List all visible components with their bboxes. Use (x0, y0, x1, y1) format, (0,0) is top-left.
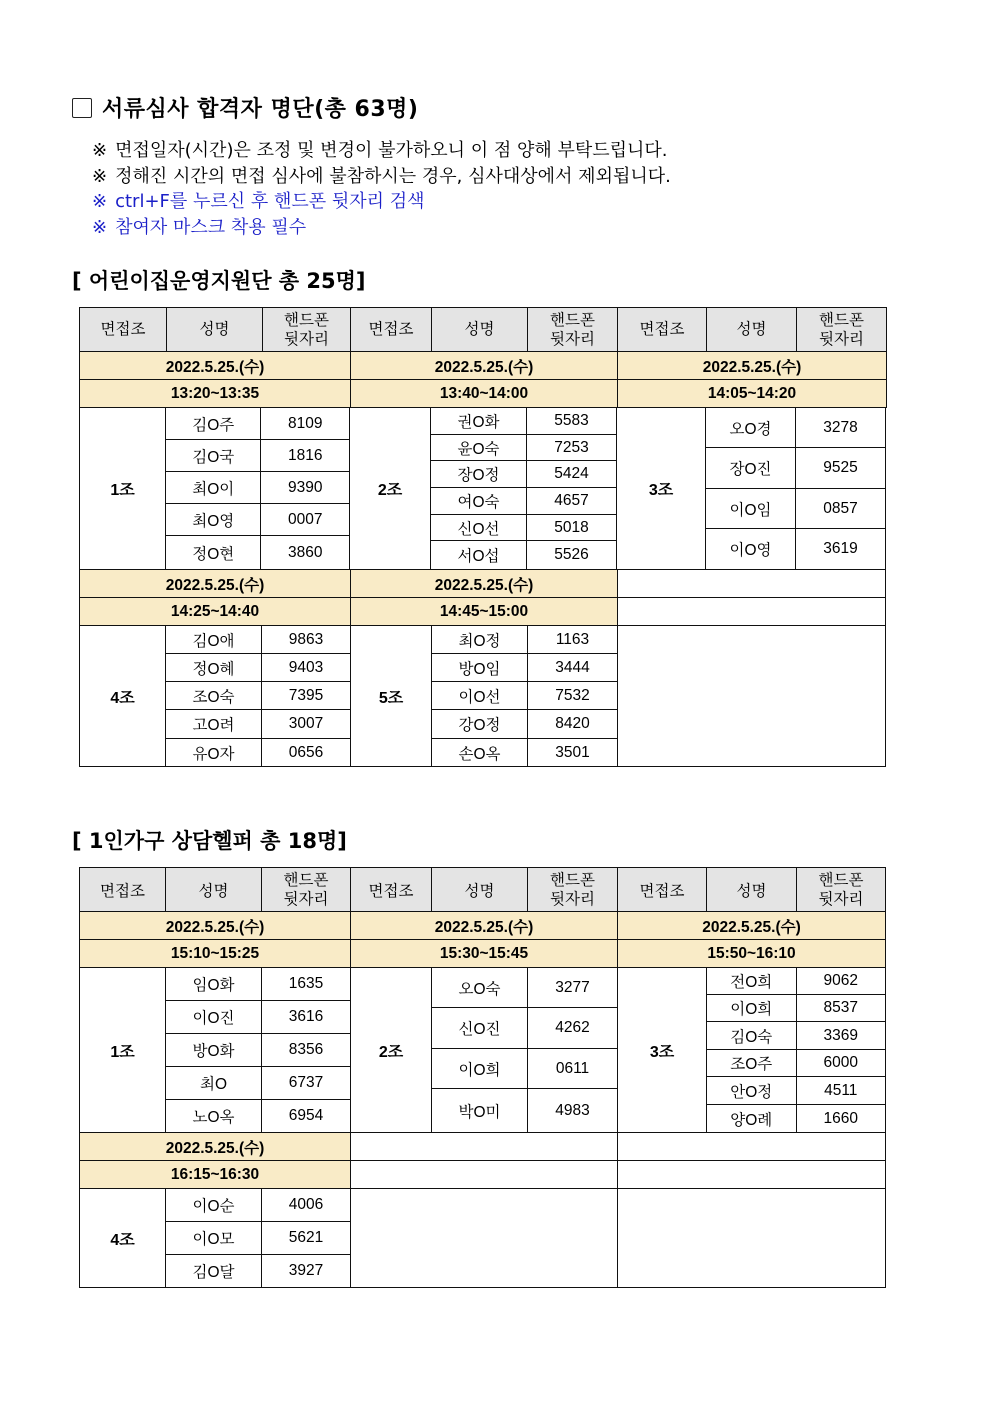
group-members (431, 625, 618, 767)
empty-cell (617, 625, 886, 767)
group-members (165, 625, 351, 767)
group-cell: 2조 (349, 407, 431, 570)
member-phone: 4262 (527, 1007, 618, 1049)
member-phone: 1816 (260, 439, 350, 472)
date-cell: 2022.5.25.(수) (617, 911, 886, 940)
member-phone: 3616 (261, 1000, 351, 1034)
empty-cell (617, 597, 886, 626)
date-cell: 2022.5.25.(수) (79, 911, 351, 940)
group-cell: 4조 (79, 625, 166, 767)
member-name: 최O정 (431, 625, 528, 654)
member-name: 장O진 (705, 447, 796, 489)
member-name: 최O영 (165, 503, 261, 536)
member-phone: 1163 (527, 625, 618, 654)
group-members (430, 407, 617, 570)
member-phone: 1660 (796, 1104, 887, 1133)
member-name: 여O숙 (430, 487, 527, 515)
time-row (80, 380, 887, 408)
col-header-phone: 핸드폰 뒷자리 (797, 308, 887, 352)
member-name: 고O려 (165, 709, 262, 739)
col-header-group: 면접조 (79, 867, 166, 912)
member-phone: 3007 (261, 709, 351, 739)
time-cell: 13:40~14:00 (351, 380, 618, 408)
member-name: 양O례 (706, 1104, 797, 1133)
schedule-table-single-household (79, 867, 886, 1288)
member-phone: 3277 (527, 967, 618, 1008)
date-row (80, 352, 887, 380)
member-name: 이O희 (706, 994, 797, 1022)
member-name: 이O순 (165, 1188, 262, 1222)
section1-body (79, 407, 886, 570)
empty-cell (617, 569, 886, 598)
col-header-name: 성명 (432, 308, 528, 352)
member-phone: 9390 (260, 471, 350, 504)
group-cell: 1조 (79, 407, 166, 570)
group-cell: 1조 (79, 967, 166, 1133)
time-cell: 15:30~15:45 (350, 939, 618, 968)
time-cell: 15:50~16:10 (617, 939, 886, 968)
notes-list (92, 138, 671, 240)
member-name: 오O경 (705, 407, 796, 448)
reference-mark-icon: ※ (92, 191, 108, 212)
empty-cell (350, 1160, 618, 1189)
member-name: 박O미 (431, 1088, 528, 1133)
member-phone: 8356 (261, 1033, 351, 1067)
member-name: 안O정 (706, 1076, 797, 1105)
member-name: 조O주 (706, 1049, 797, 1077)
col-header-group: 면접조 (618, 308, 707, 352)
member-phone: 4983 (527, 1088, 618, 1133)
section-title-single-household: [ 1인가구 상담헬퍼 총 18명] (72, 829, 347, 853)
col-header-group: 면접조 (351, 308, 432, 352)
member-phone: 3278 (795, 407, 886, 448)
member-name: 서O섭 (430, 540, 527, 570)
col-header-phone: 핸드폰 뒷자리 (527, 867, 618, 912)
member-name: 이O진 (165, 1000, 262, 1034)
member-name: 오O숙 (431, 967, 528, 1008)
member-phone: 5526 (526, 540, 617, 570)
member-phone: 8537 (796, 994, 887, 1022)
member-phone: 5621 (261, 1221, 351, 1255)
page-title (72, 92, 418, 123)
checkbox-icon (72, 98, 92, 118)
date-cell: 2022.5.25.(수) (79, 1132, 351, 1161)
member-name: 방O화 (165, 1033, 262, 1067)
member-phone: 8109 (260, 407, 350, 440)
time-cell: 14:25~14:40 (79, 597, 351, 626)
member-phone: 9403 (261, 653, 351, 682)
group-cell: 2조 (350, 967, 432, 1133)
col-header-name: 성명 (431, 867, 528, 912)
time-cell: 16:15~16:30 (79, 1160, 351, 1189)
member-phone: 3369 (796, 1021, 887, 1050)
member-name: 장O정 (430, 460, 527, 488)
member-phone: 3444 (527, 653, 618, 682)
member-name: 권O화 (430, 407, 527, 435)
member-phone: 5018 (526, 514, 617, 541)
col-header-group: 면접조 (617, 867, 707, 912)
date-cell: 2022.5.25.(수) (351, 352, 618, 380)
col-header-group: 면접조 (80, 308, 167, 352)
member-phone: 0611 (527, 1048, 618, 1089)
group-members (165, 967, 351, 1133)
group-cell: 5조 (350, 625, 432, 767)
page-title-text: 서류심사 합격자 명단(총 63명) (102, 97, 419, 122)
group-cell: 3조 (616, 407, 706, 570)
member-phone: 8420 (527, 709, 618, 739)
member-name: 이O영 (705, 528, 796, 570)
member-name: 이O희 (431, 1048, 528, 1089)
member-phone: 3860 (260, 535, 350, 570)
member-phone: 7532 (527, 681, 618, 710)
member-name: 윤O숙 (430, 434, 527, 461)
member-phone: 9525 (795, 447, 886, 489)
group-members (706, 967, 886, 1133)
date-cell: 2022.5.25.(수) (618, 352, 887, 380)
col-header-phone: 핸드폰 뒷자리 (261, 867, 351, 912)
member-phone: 1635 (261, 967, 351, 1001)
member-name: 이O모 (165, 1221, 262, 1255)
note-item (92, 189, 671, 215)
group-members (165, 407, 350, 570)
time-cell: 14:45~15:00 (350, 597, 618, 626)
member-phone: 5424 (526, 460, 617, 488)
member-phone: 0857 (795, 488, 886, 529)
member-name: 김O애 (165, 625, 262, 654)
member-name: 신O진 (431, 1007, 528, 1049)
member-phone: 4006 (261, 1188, 351, 1222)
date-cell: 2022.5.25.(수) (80, 352, 351, 380)
member-phone: 0007 (260, 503, 350, 536)
group-members (431, 967, 618, 1133)
note-text: ctrl+F를 누르신 후 핸드폰 뒷자리 검색 (115, 191, 425, 212)
group-cell: 4조 (79, 1188, 166, 1288)
header-row (80, 308, 887, 352)
col-header-name: 성명 (706, 867, 797, 912)
empty-cell (350, 1132, 618, 1161)
col-header-name: 성명 (165, 867, 262, 912)
group-members (165, 1188, 351, 1288)
member-name: 이O임 (705, 488, 796, 529)
group-cell: 3조 (617, 967, 707, 1133)
member-name: 김O달 (165, 1254, 262, 1288)
member-phone: 3619 (795, 528, 886, 570)
note-item (92, 215, 671, 241)
note-text: 면접일자(시간)은 조정 및 변경이 불가하오니 이 점 양해 부탁드립니다. (115, 140, 668, 161)
col-header-name: 성명 (707, 308, 797, 352)
empty-cell (617, 1160, 886, 1189)
member-phone: 4511 (796, 1076, 887, 1105)
col-header-phone: 핸드폰 뒷자리 (796, 867, 886, 912)
member-name: 김O국 (165, 439, 261, 472)
member-name: 전O희 (706, 967, 797, 995)
schedule-table-childcare (79, 307, 887, 408)
member-phone: 0656 (261, 738, 351, 767)
member-name: 김O주 (165, 407, 261, 440)
date-cell: 2022.5.25.(수) (350, 569, 618, 598)
note-text: 정해진 시간의 면접 심사에 불참하시는 경우, 심사대상에서 제외됩니다. (115, 165, 671, 187)
group-members (705, 407, 886, 570)
member-name: 손O옥 (431, 738, 528, 767)
col-header-group: 면접조 (350, 867, 432, 912)
empty-cell (617, 1132, 886, 1161)
member-name: 유O자 (165, 738, 262, 767)
note-item (92, 138, 671, 164)
member-phone: 3501 (527, 738, 618, 767)
member-phone: 7395 (261, 681, 351, 710)
empty-cell (617, 1188, 886, 1288)
reference-mark-icon: ※ (92, 216, 108, 238)
member-name: 신O선 (430, 514, 527, 541)
member-name: 강O정 (431, 709, 528, 739)
note-item (92, 164, 671, 190)
col-header-name: 성명 (167, 308, 263, 352)
member-phone: 6954 (261, 1099, 351, 1133)
member-phone: 9863 (261, 625, 351, 654)
member-phone: 6737 (261, 1066, 351, 1100)
member-name: 방O임 (431, 653, 528, 682)
member-name: 최O이 (165, 471, 261, 504)
empty-cell (350, 1188, 618, 1288)
reference-mark-icon: ※ (92, 140, 108, 161)
member-name: 노O옥 (165, 1099, 262, 1133)
date-cell: 2022.5.25.(수) (350, 911, 618, 940)
member-phone: 5583 (526, 407, 617, 435)
member-phone: 9062 (796, 967, 887, 995)
time-cell: 14:05~14:20 (618, 380, 887, 408)
member-phone: 7253 (526, 434, 617, 461)
section-title-childcare: [ 어린이집운영지원단 총 25명] (72, 269, 366, 293)
col-header-phone: 핸드폰 뒷자리 (528, 308, 618, 352)
member-phone: 3927 (261, 1254, 351, 1288)
note-text: 참여자 마스크 착용 필수 (115, 216, 307, 238)
date-cell: 2022.5.25.(수) (79, 569, 351, 598)
time-cell: 13:20~13:35 (80, 380, 351, 408)
member-phone: 4657 (526, 487, 617, 515)
member-name: 조O숙 (165, 681, 262, 710)
col-header-phone: 핸드폰 뒷자리 (263, 308, 351, 352)
member-name: 정O현 (165, 535, 261, 570)
member-name: 정O혜 (165, 653, 262, 682)
member-name: 김O숙 (706, 1021, 797, 1050)
member-name: 최O (165, 1066, 262, 1100)
member-name: 임O화 (165, 967, 262, 1001)
time-cell: 15:10~15:25 (79, 939, 351, 968)
section1-body-2 (79, 569, 886, 767)
reference-mark-icon: ※ (92, 165, 108, 187)
member-phone: 6000 (796, 1049, 887, 1077)
member-name: 이O선 (431, 681, 528, 710)
